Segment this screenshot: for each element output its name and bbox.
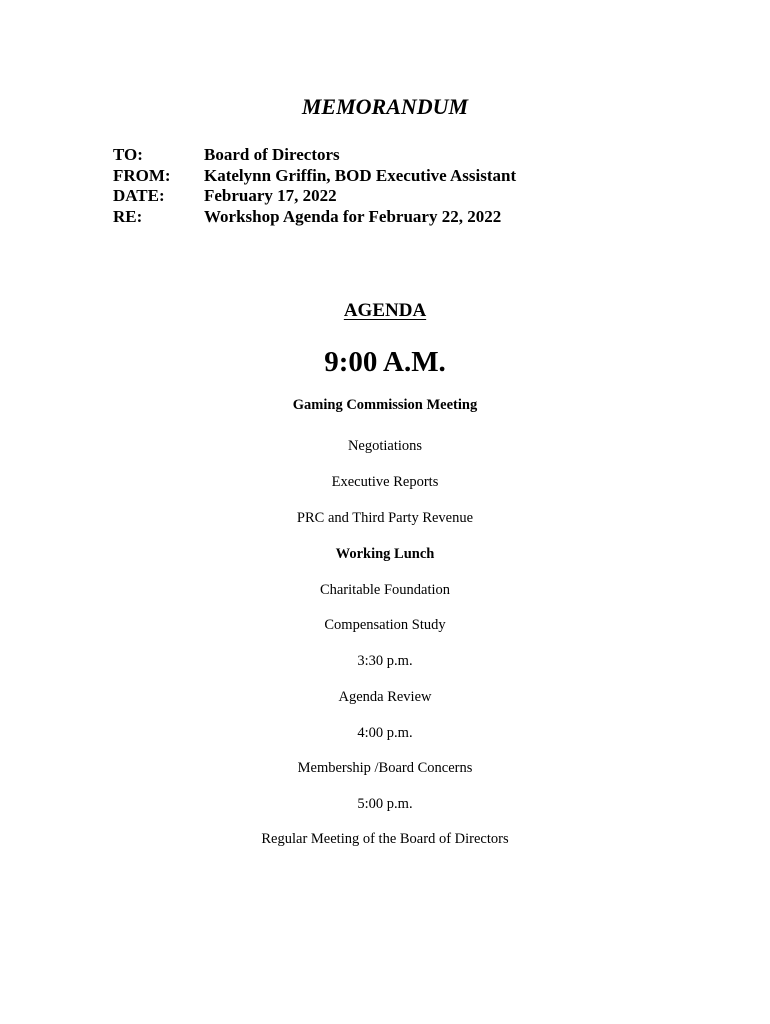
re-row [113, 207, 673, 228]
agenda-start-time: 9:00 A.M. [324, 346, 446, 378]
agenda-item: Agenda Review [338, 689, 432, 705]
to-value: Board of Directors [204, 145, 340, 164]
agenda-item: Membership /Board Concerns [297, 760, 473, 776]
memo-header [113, 145, 673, 227]
agenda-heading [0, 299, 770, 323]
agenda-item: 3:30 p.m. [357, 653, 413, 669]
agenda-item: Negotiations [347, 438, 423, 454]
to-row [113, 145, 673, 166]
from-value: Katelynn Griffin, BOD Executive Assistant [204, 165, 517, 185]
agenda-item: Executive Reports [331, 474, 439, 490]
agenda-item: PRC and Third Party Revenue [296, 510, 474, 526]
agenda-item: Regular Meeting of the Board of Directors [261, 831, 509, 847]
agenda-item: 4:00 p.m. [357, 725, 413, 741]
agenda-item: Gaming Commission Meeting [292, 397, 478, 413]
from-row [113, 166, 673, 187]
date-label: DATE: [113, 186, 165, 205]
to-label: TO: [113, 145, 143, 164]
re-value: Workshop Agenda for February 22, 2022 [204, 206, 502, 226]
agenda-item: Compensation Study [324, 617, 446, 633]
date-value: February 17, 2022 [204, 186, 337, 205]
agenda-item: 5:00 p.m. [357, 796, 413, 812]
memo-title: MEMORANDUM [301, 94, 469, 119]
re-label: RE: [113, 206, 143, 226]
agenda-item: Working Lunch [335, 546, 435, 562]
agenda-item: Charitable Foundation [319, 582, 451, 598]
agenda-heading-text: AGENDA [343, 300, 427, 321]
date-row [113, 186, 673, 207]
from-label: FROM: [113, 165, 171, 185]
